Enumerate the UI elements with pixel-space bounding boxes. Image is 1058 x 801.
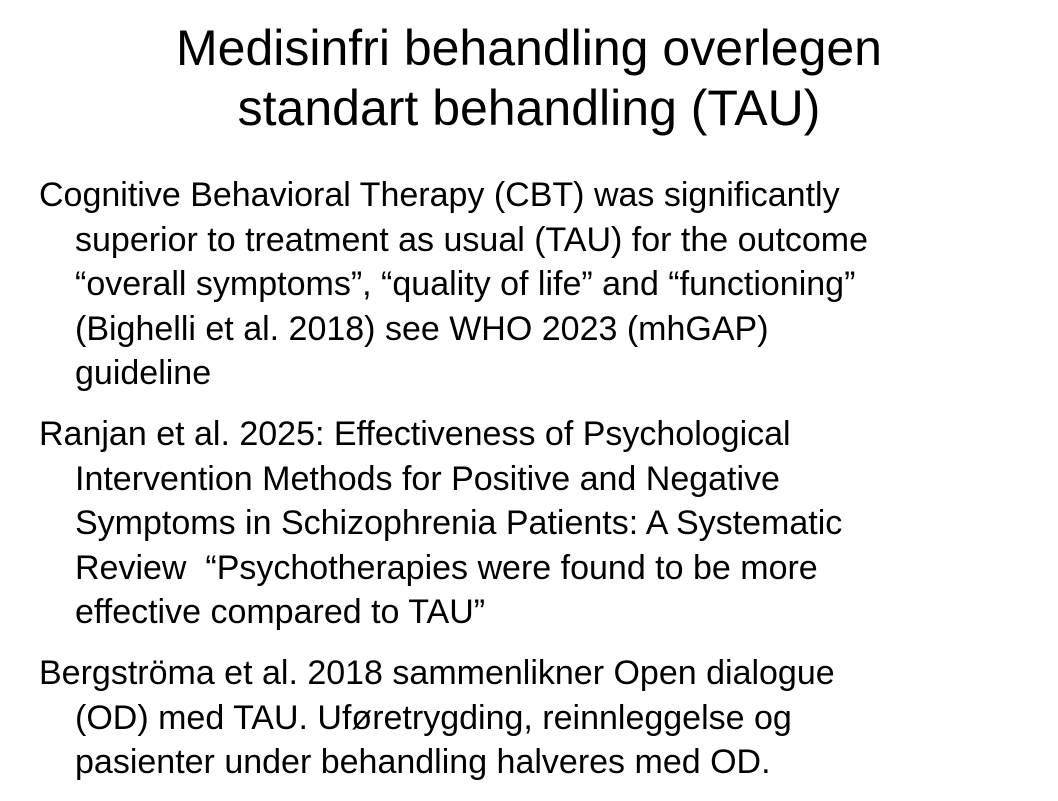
paragraph-line: “overall symptoms”, “quality of life” and “functioning” <box>75 265 856 304</box>
paragraph-line: effective compared to TAU” <box>75 593 486 632</box>
slide-title-line-1: Medisinfri behandling overlegen <box>175 20 882 76</box>
paragraph-line: Intervention Methods for Positive and Negative <box>75 459 780 498</box>
slide-title <box>0 18 1058 138</box>
paragraph-line: superior to treatment as usual (TAU) for the outcome <box>75 220 869 259</box>
paragraph-line: Bergströma et al. 2018 sammenlikner Open dialogue <box>39 653 835 692</box>
paragraph-cbt <box>39 173 1039 396</box>
paragraph-line: Review “Psychotherapies were found to be more <box>75 548 818 587</box>
paragraph-line: Symptoms in Schizophrenia Patients: A Systematic <box>75 504 843 543</box>
slide-body <box>39 173 1039 801</box>
paragraph-line: Ranjan et al. 2025: Effectiveness of Psychological <box>39 414 791 453</box>
slide-title-line-2: standart behandling (TAU) <box>237 80 821 136</box>
paragraph-line: Cognitive Behavioral Therapy (CBT) was significantly <box>39 176 840 214</box>
paragraph-line: (Bighelli et al. 2018) see WHO 2023 (mhGAP) <box>75 309 769 348</box>
paragraph-line: guideline <box>75 354 212 393</box>
paragraph-ranjan <box>39 412 1039 635</box>
paragraph-line: (OD) med TAU. Uføretrygding, reinnleggelse og <box>75 698 792 737</box>
paragraph-line: pasienter under behandling halveres med OD. <box>75 743 771 782</box>
paragraph-bergstrom <box>39 651 1039 785</box>
